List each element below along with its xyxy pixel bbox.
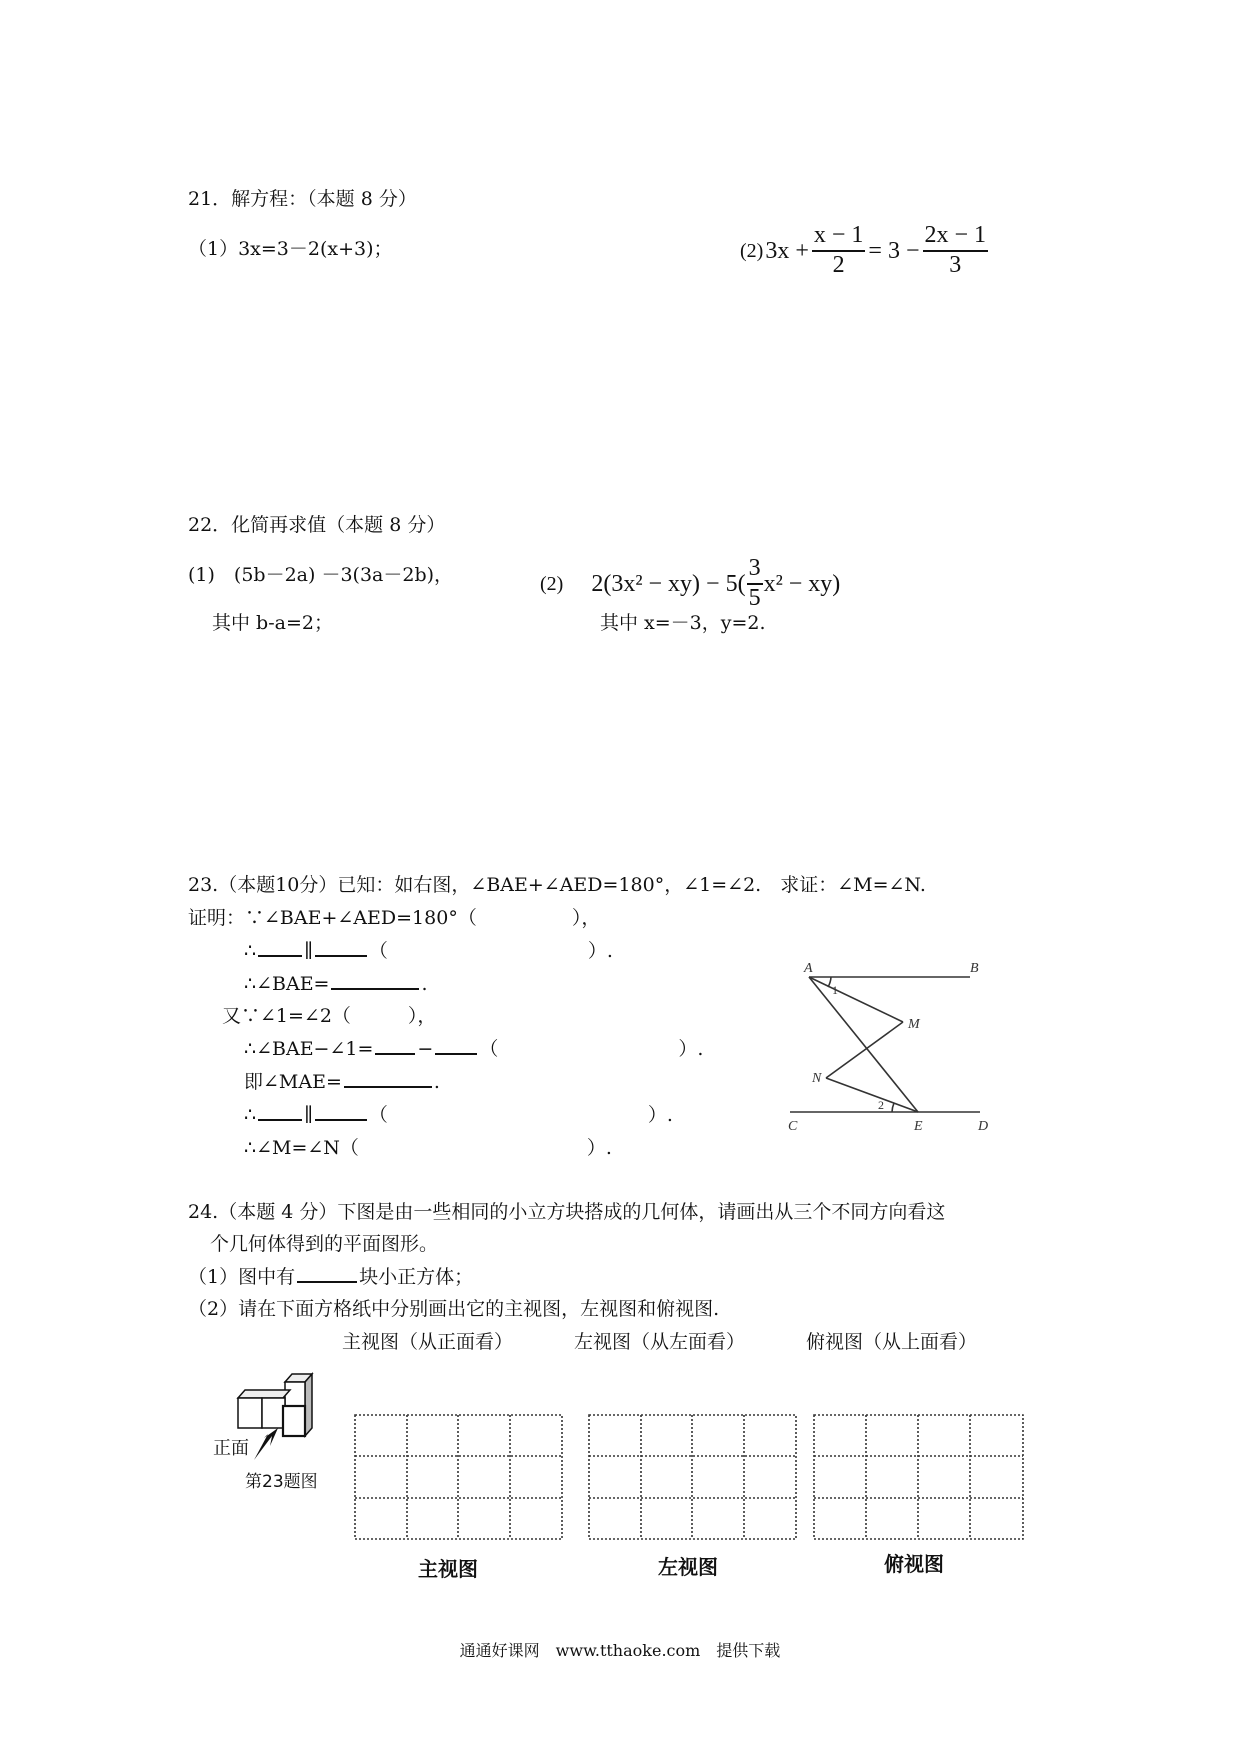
q22-part2-condition: 其中 x=－3，y=2. (600, 612, 766, 634)
top-view-grid[interactable] (813, 1414, 1025, 1542)
paren: ）. (587, 940, 613, 962)
proof-line-6 (244, 1073, 440, 1092)
q21-part2-label: (2) (740, 239, 764, 262)
parallel-symbol: ∥ (304, 1104, 313, 1126)
paren: （ (368, 940, 388, 962)
geometry-figure (770, 960, 1010, 1140)
q24-title-cont: 个几何体得到的平面图形。 (210, 1233, 439, 1255)
q21-fraction-1 (812, 222, 866, 279)
numerator: 2x − 1 (923, 222, 989, 252)
front-view-grid[interactable] (354, 1414, 564, 1542)
answer-blank[interactable] (435, 1052, 477, 1055)
numerator: x − 1 (812, 222, 866, 252)
arrow-icon (254, 1428, 278, 1460)
angle-2-arc (892, 1103, 894, 1112)
q22-part2-expr-b: x² − xy) (763, 570, 841, 597)
left-view-grid[interactable] (588, 1414, 798, 1542)
figure-caption: 第23题图 (245, 1472, 318, 1492)
proof-text: ∴∠BAE= (244, 973, 330, 995)
q21-part2-mid: = 3 − (868, 237, 920, 264)
proof-line-3 (244, 975, 428, 994)
q22-title: 22．化简再求值（本题 8 分） (188, 514, 446, 536)
parallel-symbol: ∥ (304, 940, 313, 962)
label-d: D (978, 1119, 989, 1134)
proof-line-2 (244, 942, 613, 961)
heading-left-view: 左视图（从左面看） (574, 1331, 746, 1353)
denominator: 3 (949, 251, 962, 278)
label-angle-1: 1 (832, 983, 838, 997)
label-e: E (914, 1119, 923, 1134)
label-angle-2: 2 (878, 1098, 884, 1112)
proof-line-8: ∴∠M=∠N（ ）. (244, 1137, 612, 1159)
label-m: M (908, 1017, 920, 1032)
heading-top-view: 俯视图（从上面看） (806, 1331, 978, 1353)
paren: （ (368, 1104, 388, 1126)
denominator: 2 (832, 251, 845, 278)
q24-part1 (188, 1268, 473, 1287)
q23-title: 23.（本题10分）已知：如右图，∠BAE+∠AED=180°，∠1=∠2. 求证：∠M=∠N. (188, 874, 926, 896)
front-label: 正面 (213, 1438, 249, 1459)
q22-part2 (540, 555, 840, 612)
period: . (421, 973, 428, 995)
proof-text: 即∠MAE= (244, 1071, 342, 1093)
paren: ）. (647, 1104, 673, 1126)
q21-part2 (740, 222, 991, 279)
grid-label-top: 俯视图 (884, 1552, 944, 1576)
q21-title: 21．解方程：（本题 8 分） (188, 188, 417, 210)
segment-mn (826, 1022, 903, 1078)
q24-part1-text: 块小正方体； (359, 1266, 474, 1288)
answer-blank[interactable] (315, 1118, 367, 1121)
q22-part1: (1) (5b－2a) －3(3a－2b)， (188, 564, 454, 586)
proof-line-5 (244, 1040, 703, 1059)
numerator: 3 (747, 555, 763, 585)
proof-line-7 (244, 1106, 673, 1125)
q21-part2-lhs: 3x + (765, 237, 809, 264)
paren: ）. (678, 1038, 704, 1060)
answer-blank[interactable] (258, 1118, 302, 1121)
proof-line-4: 又∵∠1=∠2（ ）， (222, 1005, 437, 1027)
minus: − (417, 1038, 434, 1060)
label-b: B (970, 961, 979, 976)
q21-part1: （1）3x=3－2(x+3)； (188, 238, 393, 260)
period: . (433, 1071, 440, 1093)
therefore: ∴ (244, 940, 257, 962)
grid-label-front: 主视图 (418, 1557, 478, 1581)
q22-part1-condition: 其中 b-a=2； (212, 612, 333, 634)
answer-blank[interactable] (315, 954, 367, 957)
q22-part2-label: (2) (540, 572, 564, 595)
proof-text: ∴∠BAE−∠1= (244, 1038, 374, 1060)
denominator: 5 (748, 584, 761, 611)
angle-1-arc (828, 977, 831, 987)
q21-fraction-2 (923, 222, 989, 279)
cube-count-blank[interactable] (297, 1280, 357, 1283)
paren: （ (479, 1038, 499, 1060)
q22-fraction (747, 555, 763, 612)
label-c: C (788, 1119, 798, 1134)
answer-blank[interactable] (375, 1052, 415, 1055)
q24-part1-text: （1）图中有 (188, 1266, 296, 1288)
label-a: A (804, 961, 813, 976)
q22-part2-expr-a: 2(3x² − xy) − 5( (591, 570, 746, 597)
proof-line-1: 证明：∵∠BAE+∠AED=180°（ ）， (188, 907, 601, 929)
heading-front-view: 主视图（从正面看） (342, 1331, 514, 1353)
q24-part2: （2）请在下面方格纸中分别画出它的主视图，左视图和俯视图. (188, 1298, 720, 1320)
segment-am (809, 977, 903, 1022)
grid-label-left: 左视图 (658, 1555, 718, 1579)
label-n: N (812, 1071, 822, 1086)
answer-blank[interactable] (258, 954, 302, 957)
therefore: ∴ (244, 1104, 257, 1126)
footer: 通通好课网 www.tthaoke.com 提供下载 (459, 1641, 781, 1660)
answer-blank[interactable] (331, 987, 419, 990)
answer-blank[interactable] (344, 1085, 432, 1088)
q24-title: 24.（本题 4 分）下图是由一些相同的小立方块搭成的几何体，请画出从三个不同方向看这 (188, 1201, 946, 1223)
